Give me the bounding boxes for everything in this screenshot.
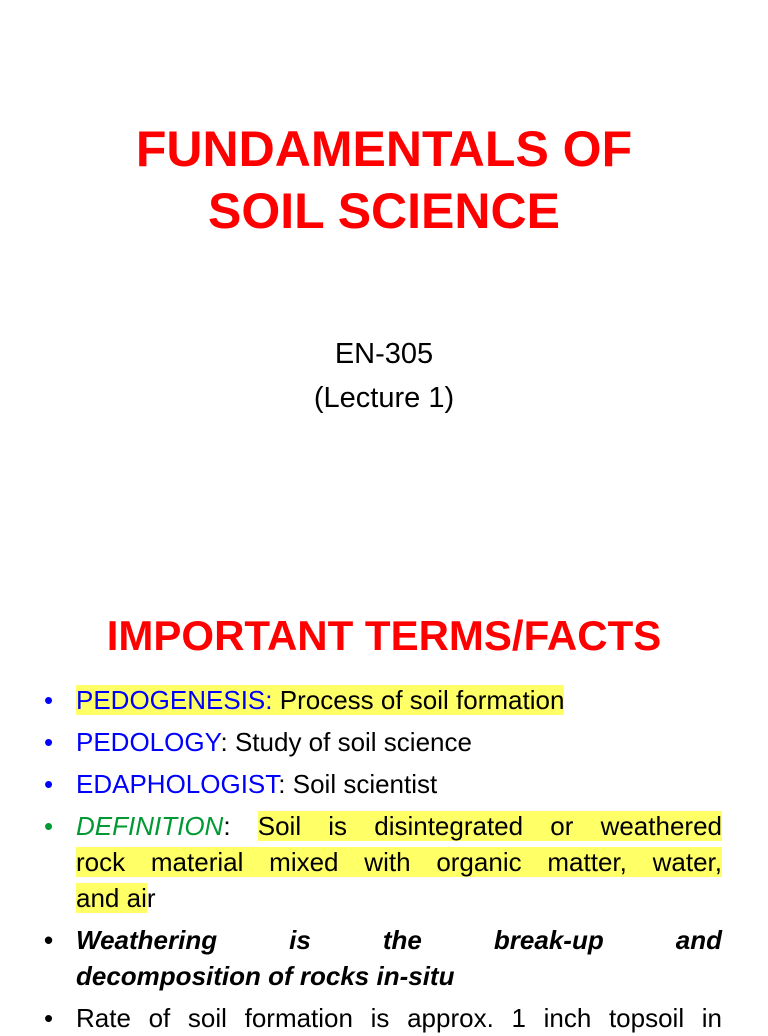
list-item-pedology [0, 724, 768, 760]
term-label: PEDOGENESIS [76, 685, 266, 715]
definition-line-1 [76, 808, 722, 844]
list-item-edaphologist [0, 766, 768, 802]
highlighted-text [76, 685, 564, 715]
bullet-icon: • [44, 811, 54, 841]
rate-line-1: Rate of soil formation is approx. 1 inch topsoil in [76, 1003, 722, 1033]
highlighted-text: rock material mixed with organic matter, water, [76, 847, 722, 877]
weathering-line-1: Weathering is the break-up and [76, 925, 722, 955]
highlighted-text: and ai [76, 883, 147, 913]
term-separator: : [265, 685, 273, 715]
list-item-pedogenesis [0, 682, 768, 718]
term-separator: : [220, 727, 228, 757]
definition-line-3 [76, 880, 722, 916]
lecture-number: (Lecture 1) [313, 382, 455, 414]
list-item-soil-formation-rate [0, 1000, 768, 1036]
title-line-2: SOIL SCIENCE [208, 183, 560, 239]
slide-title-heading [0, 118, 768, 242]
term-description: Soil scientist [285, 769, 438, 799]
term-separator: : [223, 811, 258, 841]
bullet-icon: • [44, 1003, 54, 1033]
highlighted-text: Soil is disintegrated or weathered [257, 811, 722, 841]
bullet-icon: • [44, 769, 54, 799]
slide-terms [0, 580, 768, 1033]
slide-subtitle [0, 332, 768, 420]
bullet-icon: • [44, 685, 54, 715]
term-separator: : [278, 769, 286, 799]
terms-list [0, 682, 768, 1036]
bullet-icon: • [44, 925, 54, 955]
definition-end-text: r [146, 883, 156, 913]
list-item-definition [0, 808, 768, 916]
weathering-line-2: decomposition of rocks in-situ [76, 961, 455, 991]
term-description: Study of soil science [227, 727, 472, 757]
course-code: EN-305 [334, 338, 434, 370]
title-line-1: FUNDAMENTALS OF [135, 121, 633, 177]
term-label: EDAPHOLOGIST [76, 769, 279, 799]
bullet-icon: • [44, 727, 54, 757]
term-label: DEFINITION [76, 811, 224, 841]
slide-terms-heading: IMPORTANT TERMS/FACTS [106, 612, 662, 659]
term-label: PEDOLOGY [76, 727, 221, 757]
term-description: Process of soil formation [272, 685, 565, 715]
definition-line-2 [76, 844, 722, 880]
list-item-weathering [0, 922, 768, 994]
